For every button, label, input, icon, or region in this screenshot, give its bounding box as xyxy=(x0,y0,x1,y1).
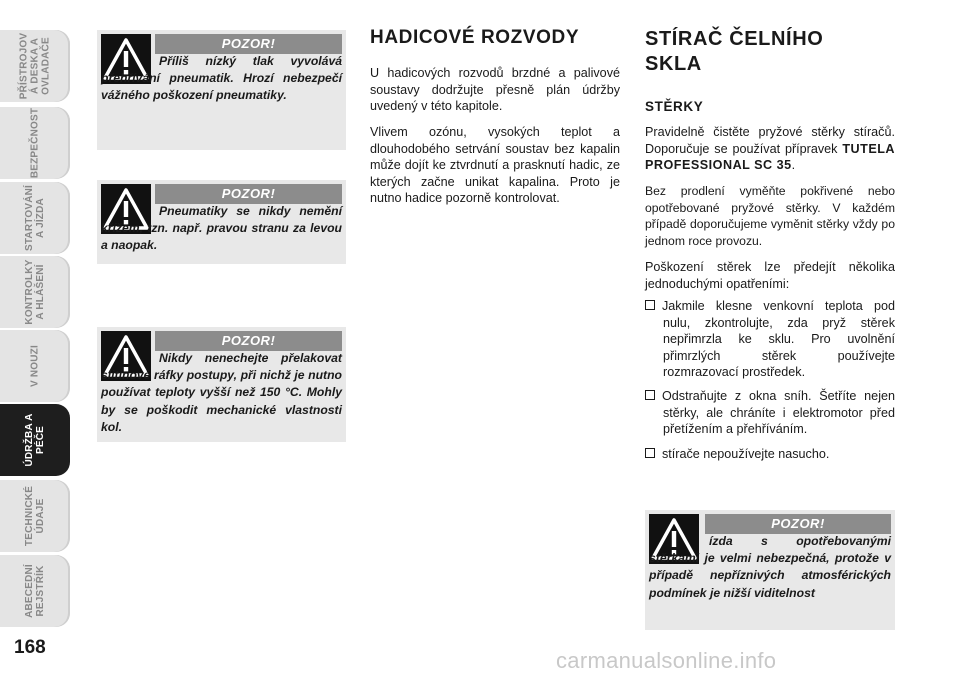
text: . xyxy=(791,158,796,172)
tab-label: ABECEDNÍ REJSTŘÍK xyxy=(24,564,46,618)
page-number: 168 xyxy=(14,637,46,658)
warning-box-1 xyxy=(97,30,346,150)
heading-hadicove-rozvody: HADICOVÉ ROZVODY xyxy=(370,27,580,48)
checkbox-bullet-icon xyxy=(645,300,655,310)
tab-startovani[interactable] xyxy=(0,182,70,254)
tab-bezpecnost[interactable] xyxy=(0,107,70,179)
paragraph: U hadicových rozvodů brzdné a palivové soustavy dodržujte přesně plán údržby uvedený v této kapitole. xyxy=(370,66,620,113)
tab-label: PŘÍSTROJOV Á DESKA A OVLADAČE xyxy=(18,32,52,100)
list-item xyxy=(645,388,895,438)
tab-label: V NOUZI xyxy=(29,345,41,387)
watermark: carmanualsonline.info xyxy=(556,648,777,673)
warning-box-2 xyxy=(97,180,346,264)
tab-technicke-udaje[interactable] xyxy=(0,480,70,552)
warning-title-bar xyxy=(155,34,342,54)
tab-label: STARTOVÁNÍ A JÍZDA xyxy=(24,184,46,252)
warning-box-4 xyxy=(645,510,895,630)
paragraph xyxy=(645,124,895,174)
heading-stirac xyxy=(645,27,823,77)
warning-title: POZOR! xyxy=(771,516,825,531)
warning-text: ízda s opotřebovanými stěrkami je velmi nebezpečná, protože v případě nepříznivých atmosférických podmínek je nižší viditelnost xyxy=(649,534,891,600)
warning-text: Pneumatiky se nikdy nemění křížem, tzn. např. pravou stranu za levou a naopak. xyxy=(101,204,342,253)
heading-line: STÍRAČ ČELNÍHO xyxy=(645,28,824,50)
tab-label: BEZPEČNOST xyxy=(29,107,41,179)
tab-label: KONTROLKY A HLÁŠENÍ xyxy=(24,259,46,325)
list-item-text: stírače nepoužívejte nasucho. xyxy=(662,447,830,461)
paragraph: Bez prodlení vyměňte pokřivené nebo opotřebované pryžové stěrky. V každém případě doporučujeme vyměnit stěrky vždy po jednom roce provozu. xyxy=(645,184,895,248)
warning-title: POZOR! xyxy=(221,186,276,201)
warning-title-bar xyxy=(155,184,342,204)
paragraph: Vlivem ozónu, vysokých teplot a dlouhodobého setrvání soustav bez kapalin může dojít ke ztvrdnutí a prasknutí hadic, ze kterých začne unikat kapalina. Proto je nutno hadice pozorně kontrolovat. xyxy=(370,125,620,205)
checkbox-bullet-icon xyxy=(645,390,655,400)
tab-kontrolky[interactable] xyxy=(0,256,70,328)
warning-title: POZOR! xyxy=(221,36,276,51)
list-item-text: Odstraňujte z okna sníh. Šetříte nejen stěrky, ale chráníte i elektromotor před přetížením a přehříváním. xyxy=(662,389,895,436)
tab-abecedni-rejstrik[interactable] xyxy=(0,555,70,627)
checkbox-bullet-icon xyxy=(645,448,655,458)
warning-text: Příliš nízký tlak vyvolává přehřívání pneumatik. Hrozí nebezpečí vážného poškození pneumatiky. xyxy=(101,54,342,103)
chapter-tabs xyxy=(0,0,72,677)
warning-box-3 xyxy=(97,327,346,442)
product-name: TUTELA PROFESSIONAL SC 35 xyxy=(645,141,896,172)
tab-v-nouzi[interactable] xyxy=(0,330,70,402)
tab-label: ÚDRŽBA A PÉČE xyxy=(24,413,46,467)
list-item xyxy=(645,446,895,463)
tab-pristrojova-deska[interactable] xyxy=(0,30,70,102)
subheading-sterky: STĚRKY xyxy=(645,99,704,114)
warning-title-bar xyxy=(705,514,891,534)
text: Pravidelně čistěte pryžové stěrky stíračů. Doporučuje se používat přípravek xyxy=(645,125,895,156)
warning-text: Nikdy nenechejte přelakovat slitinové ráfky postupy, při nichž je nutno používat teploty vyšší než 150 °C. Mohly by se poškodit mechanické vlastnosti kol. xyxy=(101,351,342,434)
warning-title: POZOR! xyxy=(221,333,276,348)
warning-title-bar xyxy=(155,331,342,351)
paragraph: Poškození stěrek lze předejít několika jednoduchými opatřeními: xyxy=(645,260,895,291)
list-item xyxy=(645,298,895,381)
list-item-text: Jakmile klesne venkovní teplota pod nulu, zkontrolujte, zda pryž stěrek nepřimrzla ke sklu. Pro uvolnění přimrzlých stěrek používejte rozmrazovací prostředek. xyxy=(662,299,895,379)
tab-udrzba-active[interactable] xyxy=(0,404,70,476)
heading-line: SKLA xyxy=(645,53,702,75)
tab-label: TECHNICKÉ ÚDAJE xyxy=(24,485,46,547)
